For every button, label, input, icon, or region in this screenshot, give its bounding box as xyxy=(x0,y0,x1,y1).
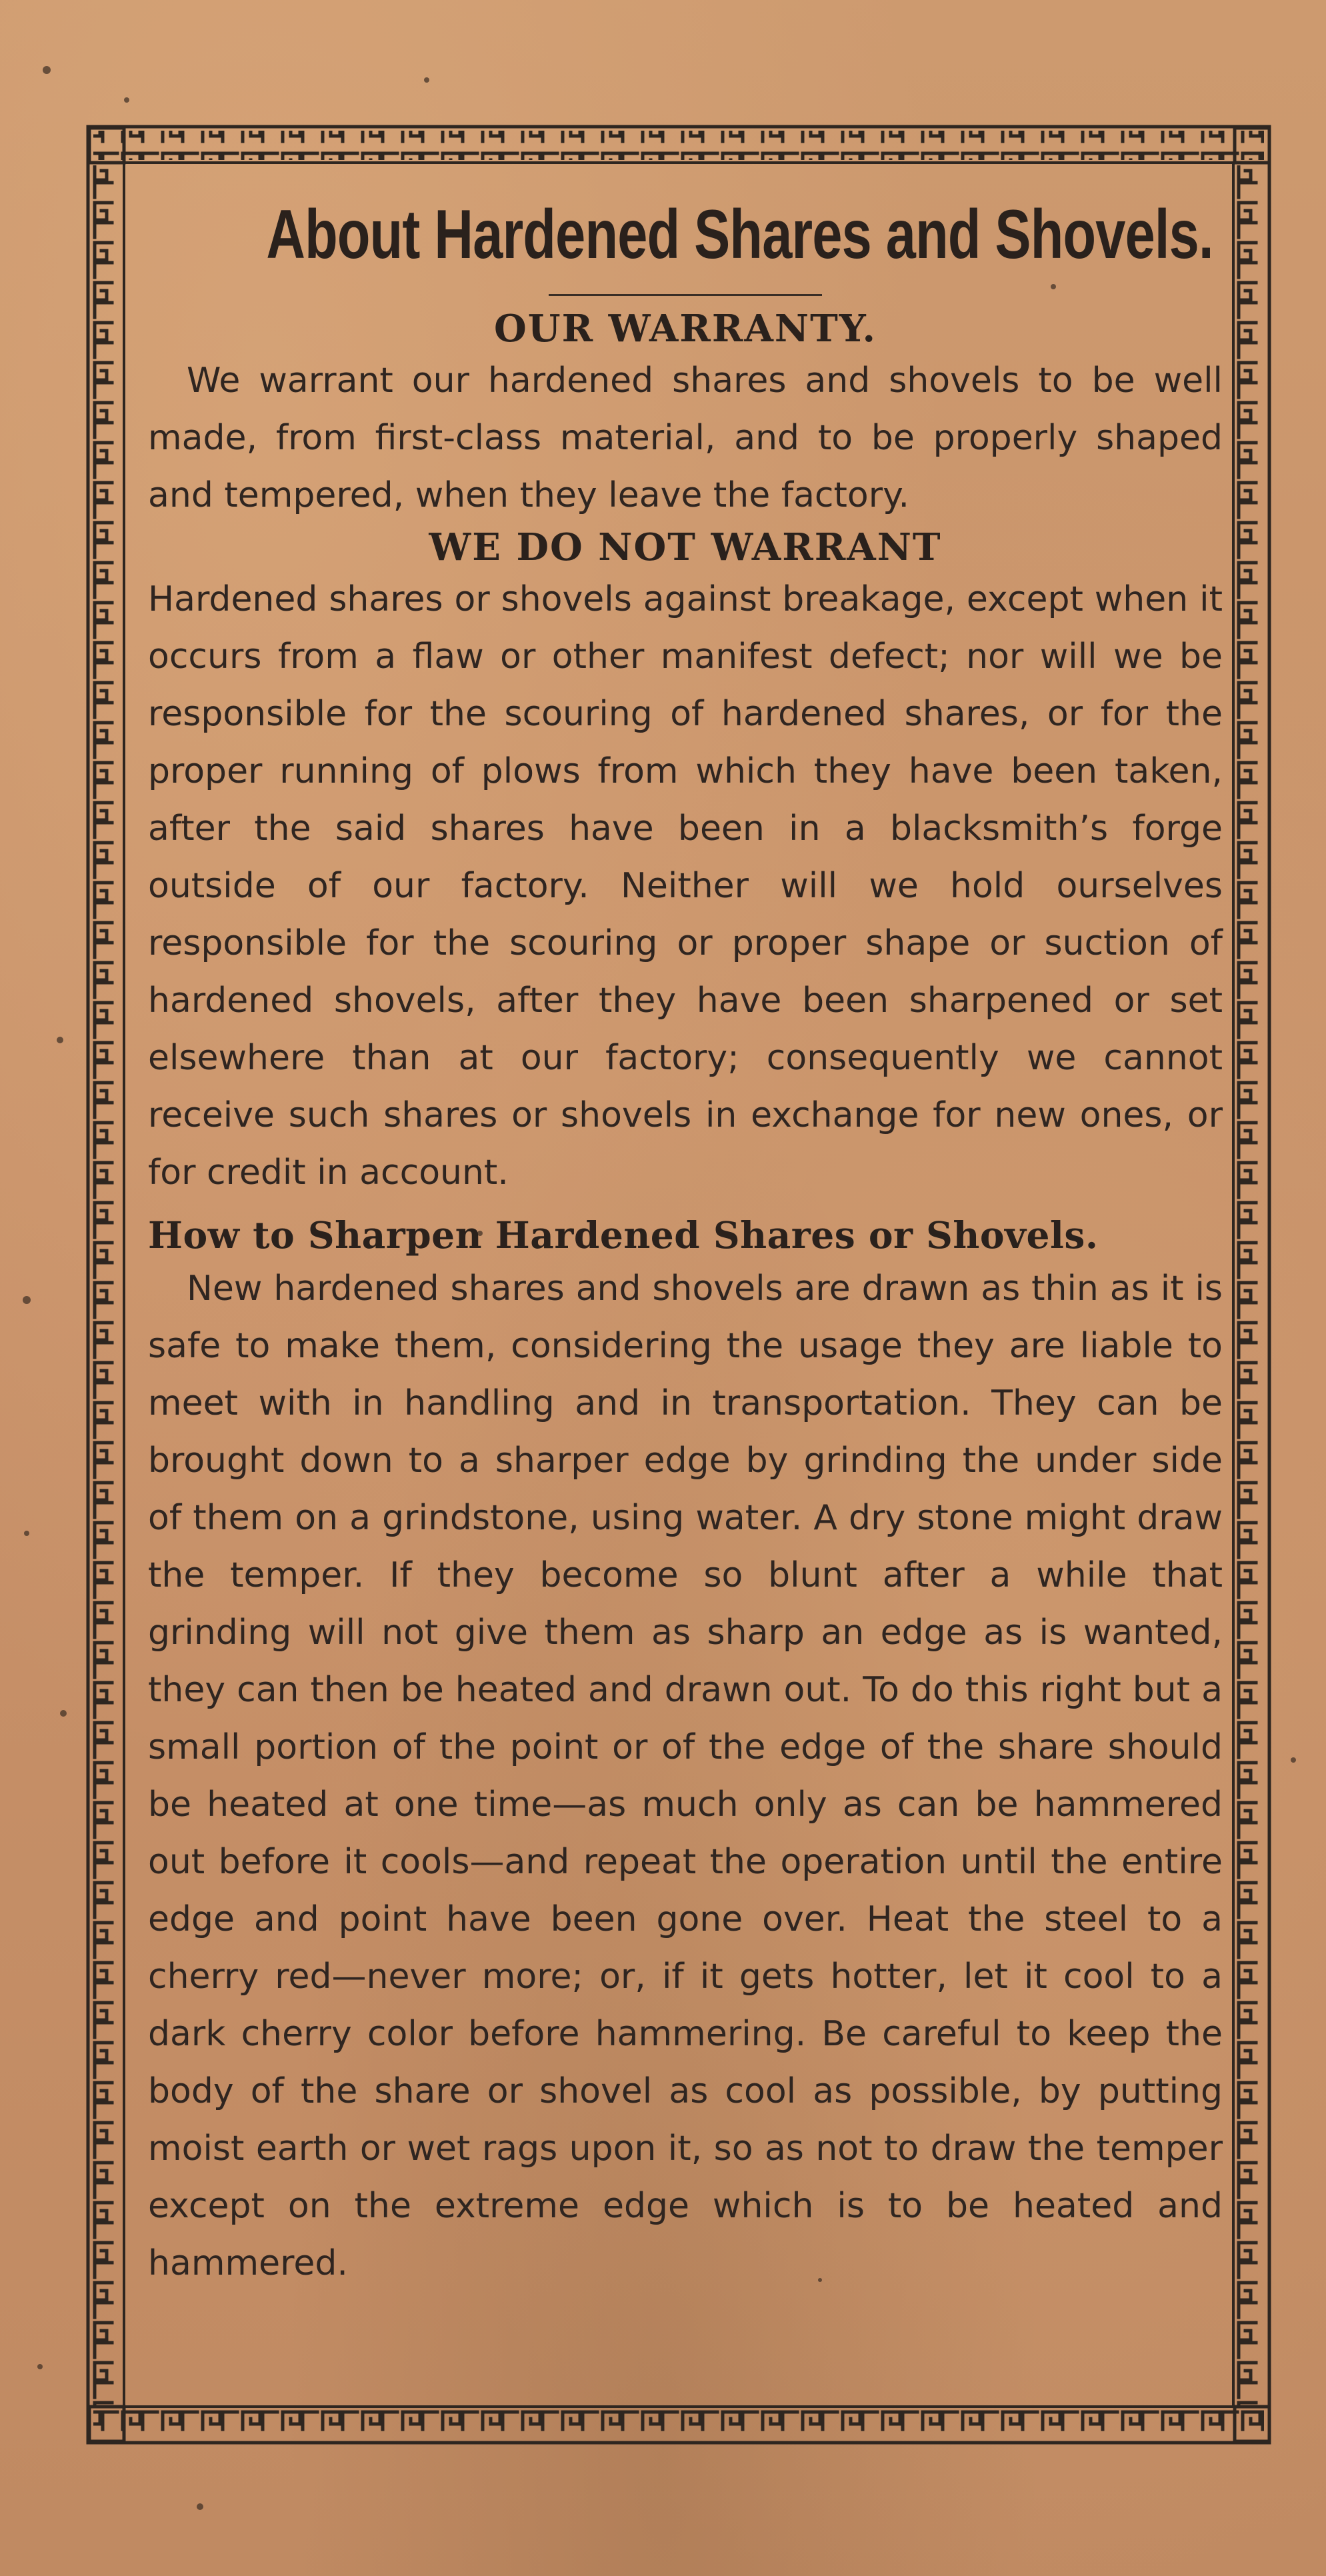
section-heading: OUR WARRANTY. xyxy=(493,306,877,351)
title-rule xyxy=(549,294,822,296)
section-paragraph: Hardened shares or shovels against breakage, except when it occurs from a flaw or other manifest defect; nor will we be responsible for the scouring of hardened shares, or for the proper running of plows from which they have been taken, after the said shares have been in a blacksmith’s forge outside of our factory. Neither will we hold ourselves responsible for the scouring or proper shape or suction of hardened shovels, after they have been sharpened or set elsewhere than at our factory; consequently we cannot receive such shares or shovels in exchange for new ones, or for credit in account. xyxy=(148,579,1223,1193)
section-paragraph: We warrant our hardened shares and shovels to be well made, from first-class material, and to be properly shaped and tempered, when they leave the factory. xyxy=(148,360,1223,515)
document-body xyxy=(148,193,1223,2292)
page-title: About Hardened Shares and Shovels. xyxy=(266,196,1213,273)
section-paragraph: New hardened shares and shovels are drawn as thin as it is safe to make them, considering the usage they are liable to meet with in handling and in transportation. They can be brought down to a sharper edge by grinding the under side of them on a grindstone, using water. A dry stone might draw the temper. If they become so blunt after a while that grinding will not give them as sharp an edge as is wanted, they can then be heated and drawn out. To do this right but a small portion of the point or of the edge of the share should be heated at one time—as much only as can be hammered out before it cools—and repeat the operation until the entire edge and point have been gone over. Heat the steel to a cherry red—never more; or, if it gets hotter, let it cool to a dark cherry color before hammering. Be careful to keep the body of the share or shovel as cool as possible, by putting moist earth or wet rags upon it, so as not to draw the temper except on the extreme edge which is to be heated and hammered. xyxy=(148,1269,1223,2284)
section-our-warranty xyxy=(148,305,1223,524)
section-heading: How to Sharpen Hardened Shares or Shovels. xyxy=(148,1213,1099,1257)
section-we-do-not-warrant xyxy=(148,524,1223,1201)
section-heading: WE DO NOT WARRANT xyxy=(429,525,942,569)
section-how-to-sharpen xyxy=(148,1211,1223,2292)
